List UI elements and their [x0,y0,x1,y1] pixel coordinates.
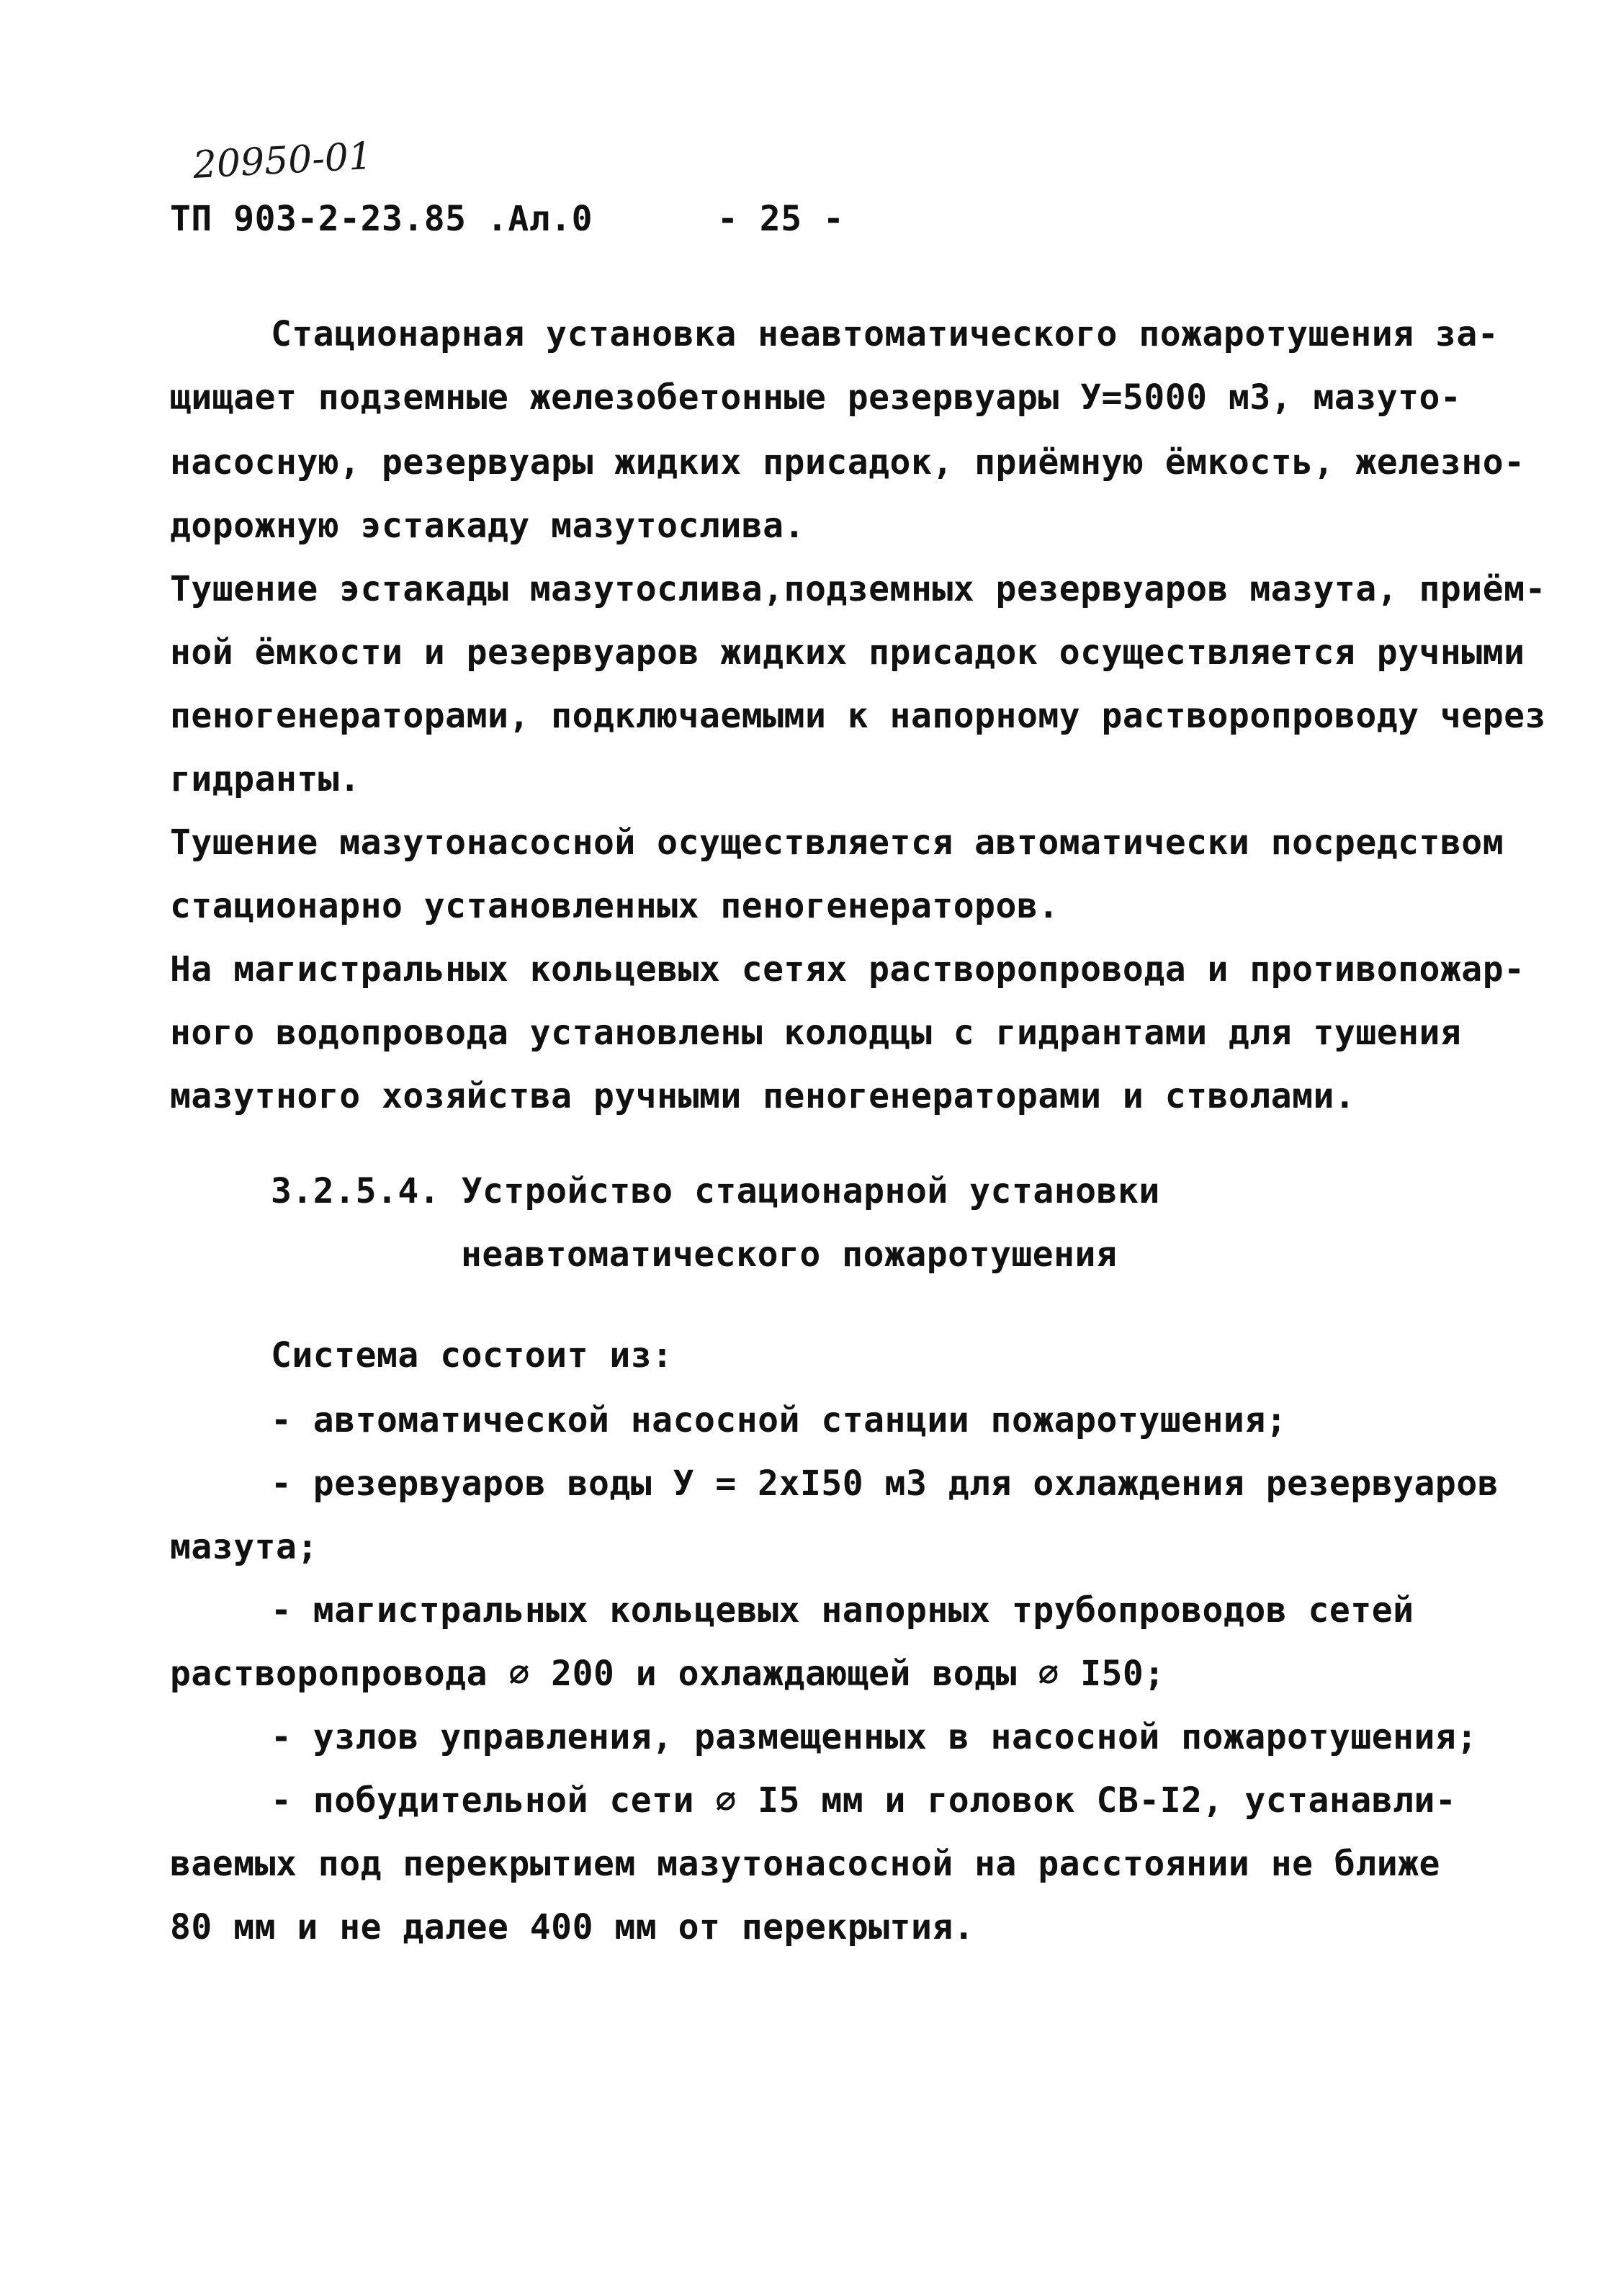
document-code: ТП 903-2-23.85 [170,199,467,239]
page-number: - 25 - [717,199,845,239]
body-line: Стационарная установка неавтоматического пожаротушения за- [271,314,1499,354]
list-item-continued: мазута; [170,1527,318,1567]
list-item: - резервуаров воды У = 2хI50 м3 для охлаждения резервуаров [271,1463,1499,1504]
list-item: - побудительной сети ∅ I5 мм и головок СВ-I2, устанавли- [271,1780,1457,1821]
body-line: мазутного хозяйства ручными пеногенераторами и стволами. [170,1076,1356,1116]
system-intro: Система состоит из: [271,1335,673,1376]
body-line: Тушение эстакады мазутослива,подземных резервуаров мазута, приём- [170,569,1546,609]
list-item-continued: растворопровода ∅ 200 и охлаждающей воды ∅ I50; [170,1654,1165,1694]
body-line: Тушение мазутонасосной осуществляется автоматически посредством [170,822,1504,863]
list-item-continued: 80 мм и не далее 400 мм от перекрытия. [170,1907,975,1947]
sheet-label: .Ал.0 [487,199,593,239]
body-line: ного водопровода установлены колодцы с гидрантами для тушения [170,1013,1462,1053]
body-line: щищает подземные железобетонные резервуары У=5000 м3, мазуто- [170,377,1462,418]
body-line: гидранты. [170,759,361,799]
list-item: - узлов управления, размещенных в насосной пожаротушения; [271,1717,1478,1757]
body-line: На магистральных кольцевых сетях растворопровода и противопожар- [170,949,1525,990]
list-item-continued: ваемых под перекрытием мазутонасосной на расстоянии не ближе [170,1844,1440,1884]
body-line: насосную, резервуары жидких присадок, приёмную ёмкость, железно- [170,442,1525,483]
list-item: - автоматической насосной станции пожаротушения; [271,1400,1288,1440]
section-heading: 3.2.5.4. Устройство стационарной установки [271,1171,1160,1211]
section-heading-continued: неавтоматического пожаротушения [461,1234,1118,1275]
body-line: ной ёмкости и резервуаров жидких присадок осуществляется ручными [170,632,1525,673]
list-item: - магистральных кольцевых напорных трубопроводов сетей [271,1590,1414,1631]
body-line: пеногенераторами, подключаемыми к напорному растворопроводу через [170,696,1546,736]
handwritten-archive-number: 20950-01 [192,135,374,187]
body-line: стационарно установленных пеногенераторов. [170,886,1059,926]
body-line: дорожную эстакаду мазутослива. [170,506,805,546]
